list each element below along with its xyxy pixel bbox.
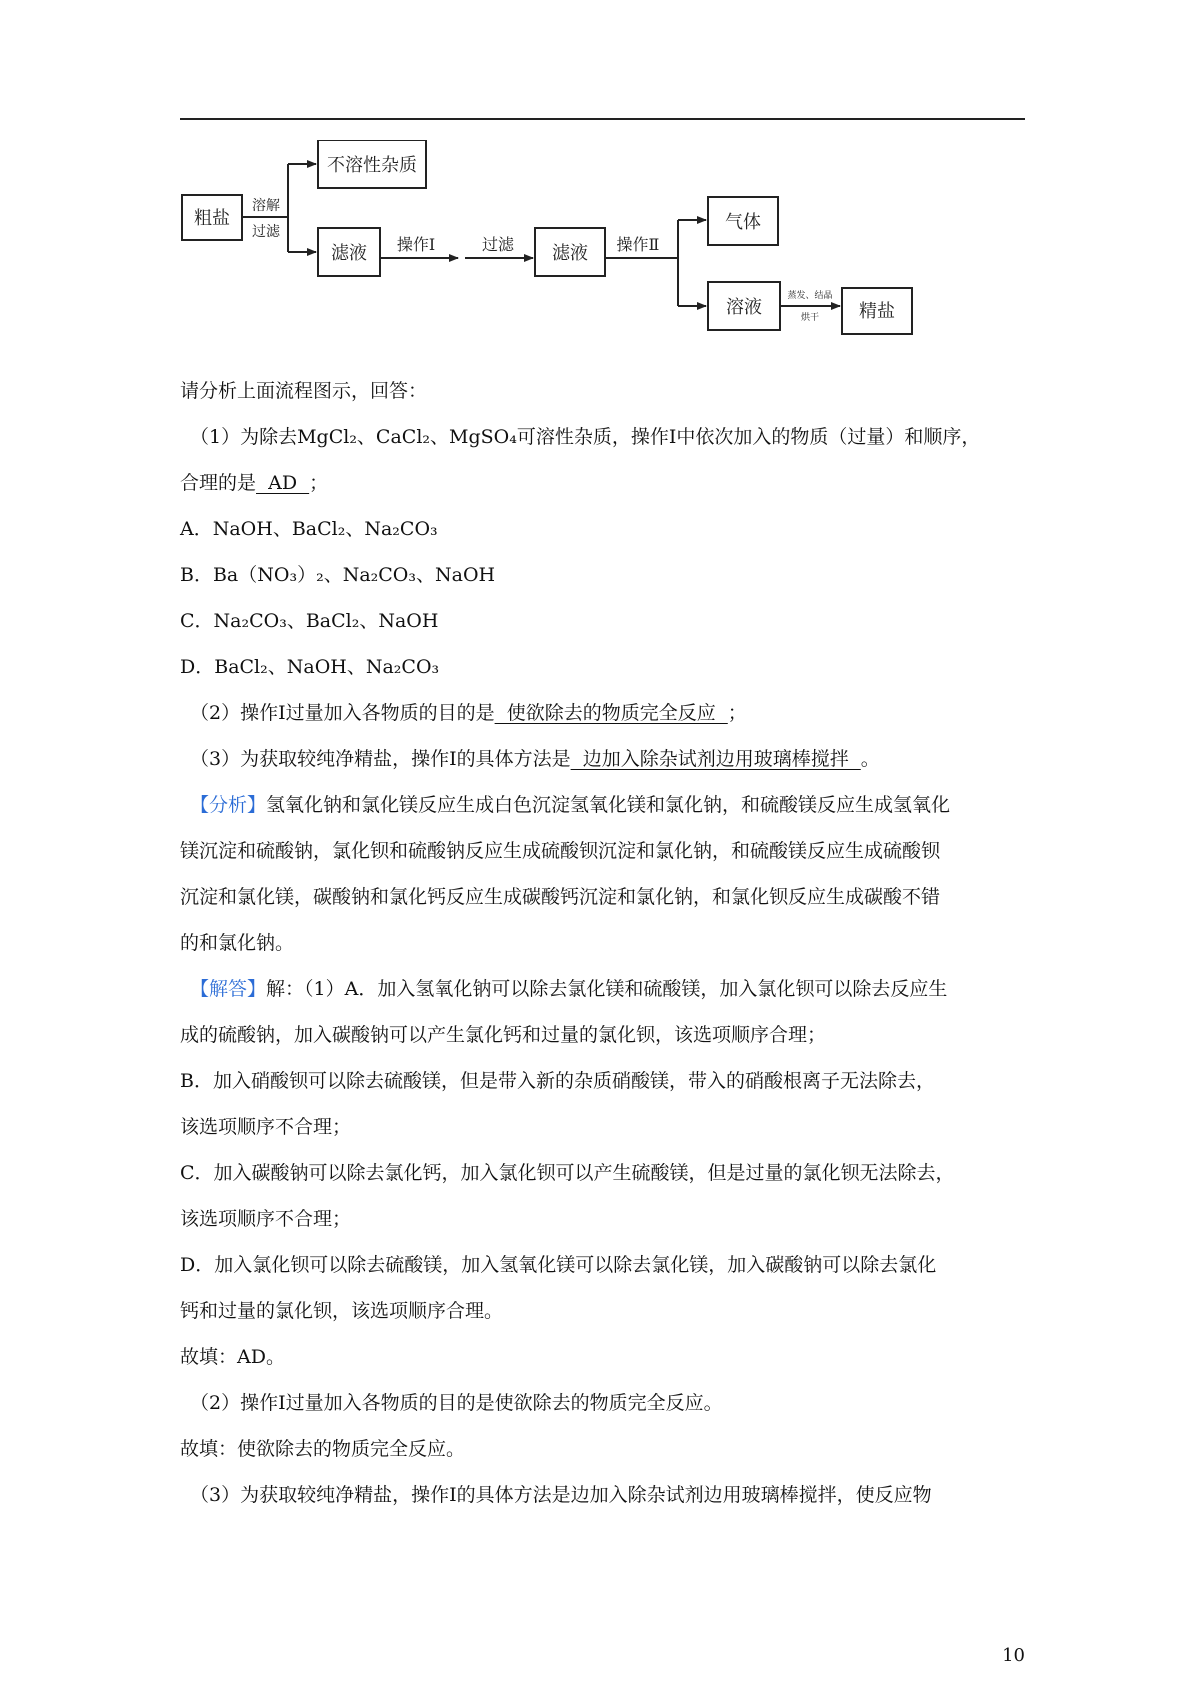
option-c: C．Na₂CO₃、BaCl₂、NaOH [180, 610, 439, 632]
option-b: B．Ba（NO₃）₂、Na₂CO₃、NaOH [180, 564, 496, 586]
evap-label-top: 蒸发、结晶 [787, 291, 833, 301]
analysis-line4: 的和氯化钠。 [180, 932, 295, 954]
filter1-label: 过滤 [252, 224, 280, 240]
solution-line6: 该选项顺序不合理； [180, 1208, 352, 1230]
operation1-label: 操作Ⅰ [396, 235, 436, 254]
process-flowchart [180, 140, 980, 370]
analysis-tag: 【分析】 [190, 794, 267, 816]
analysis-text1: 氢氧化钠和氯化镁反应生成白色沉淀氢氧化镁和氯化钠，和硫酸镁反应生成氢氧化 [266, 794, 951, 816]
operation2-label: 操作Ⅱ [616, 235, 660, 254]
q1-line2 [180, 460, 1025, 506]
solution-line2: 成的硫酸钠，加入碳酸钠可以产生氯化钙和过量的氯化钡，该选项顺序合理； [180, 1024, 827, 1046]
q2-line [180, 690, 1025, 736]
q2-prompt: （2）操作Ⅰ过量加入各物质的目的是 [190, 702, 495, 724]
solution-line7: D．加入氯化钡可以除去硫酸镁，加入氢氧化镁可以除去氯化镁，加入碳酸钠可以除去氯化 [180, 1254, 937, 1276]
gas-label: 气体 [725, 212, 761, 233]
solution-line8: 钙和过量的氯化钡，该选项顺序合理。 [180, 1300, 504, 1322]
solution-label: 溶液 [726, 297, 762, 318]
solution-line5: C．加入碳酸钠可以除去氯化钙，加入氯化钡可以产生硫酸镁，但是过量的氯化钡无法除去， [180, 1162, 955, 1184]
option-d: D．BaCl₂、NaOH、Na₂CO₃ [180, 656, 440, 678]
evap-label-bottom: 烘干 [800, 313, 820, 323]
insoluble-label: 不溶性杂质 [327, 155, 417, 176]
q3-answer: 边加入除杂试剂边用玻璃棒搅拌 [570, 748, 861, 770]
solution-line3: B．加入硝酸钡可以除去硫酸镁，但是带入新的杂质硝酸镁，带入的硝酸根离子无法除去， [180, 1070, 935, 1092]
document-body [180, 368, 1025, 1518]
solution-text1: 解：（1）A．加入氢氧化钠可以除去氯化镁和硫酸镁，加入氯化钡可以除去反应生 [266, 978, 948, 1000]
fine-salt-label: 精盐 [859, 301, 895, 322]
dissolve-label: 溶解 [252, 198, 280, 214]
solution-line9: 故填：AD。 [180, 1346, 285, 1368]
q2-answer: 使欲除去的物质完全反应 [494, 702, 728, 724]
q3-line [180, 736, 1025, 782]
solution-q2-fill: 故填：使欲除去的物质完全反应。 [180, 1438, 466, 1460]
q1-prompt: 合理的是 [180, 472, 257, 494]
q1-line1: （1）为除去MgCl₂、CaCl₂、MgSO₄可溶性杂质，操作Ⅰ中依次加入的物质（过量）和顺序， [190, 426, 981, 448]
solution-q2-line: （2）操作Ⅰ过量加入各物质的目的是使欲除去的物质完全反应。 [190, 1392, 723, 1414]
solution-line1 [180, 966, 1025, 1012]
analysis-line2: 镁沉淀和硫酸钠，氯化钡和硫酸钠反应生成硫酸钡沉淀和氯化钠，和硫酸镁反应生成硫酸钡 [180, 840, 941, 862]
analysis-line1 [180, 782, 1025, 828]
q1-answer: AD [256, 472, 310, 494]
filtrate2-label: 滤液 [552, 243, 588, 264]
q3-prompt: （3）为获取较纯净精盐，操作Ⅰ的具体方法是 [190, 748, 571, 770]
intro-line: 请分析上面流程图示，回答： [180, 380, 428, 402]
q3-end: 。 [860, 748, 880, 770]
solution-q3-line: （3）为获取较纯净精盐，操作Ⅰ的具体方法是边加入除杂试剂边用玻璃棒搅拌，使反应物 [190, 1484, 932, 1506]
header-rule [180, 118, 1025, 120]
crude-salt-label: 粗盐 [194, 208, 230, 229]
solution-tag: 【解答】 [190, 978, 267, 1000]
filter2-label: 过滤 [481, 235, 515, 254]
page-number: 10 [1002, 1645, 1025, 1666]
option-a: A．NaOH、BaCl₂、Na₂CO₃ [180, 518, 438, 540]
solution-line4: 该选项顺序不合理； [180, 1116, 352, 1138]
analysis-line3: 沉淀和氯化镁，碳酸钠和氯化钙反应生成碳酸钙沉淀和氯化钠，和氯化钡反应生成碳酸不错 [180, 886, 941, 908]
filtrate1-label: 滤液 [331, 243, 367, 264]
q2-end: ； [727, 702, 747, 724]
q1-end: ； [309, 472, 329, 494]
